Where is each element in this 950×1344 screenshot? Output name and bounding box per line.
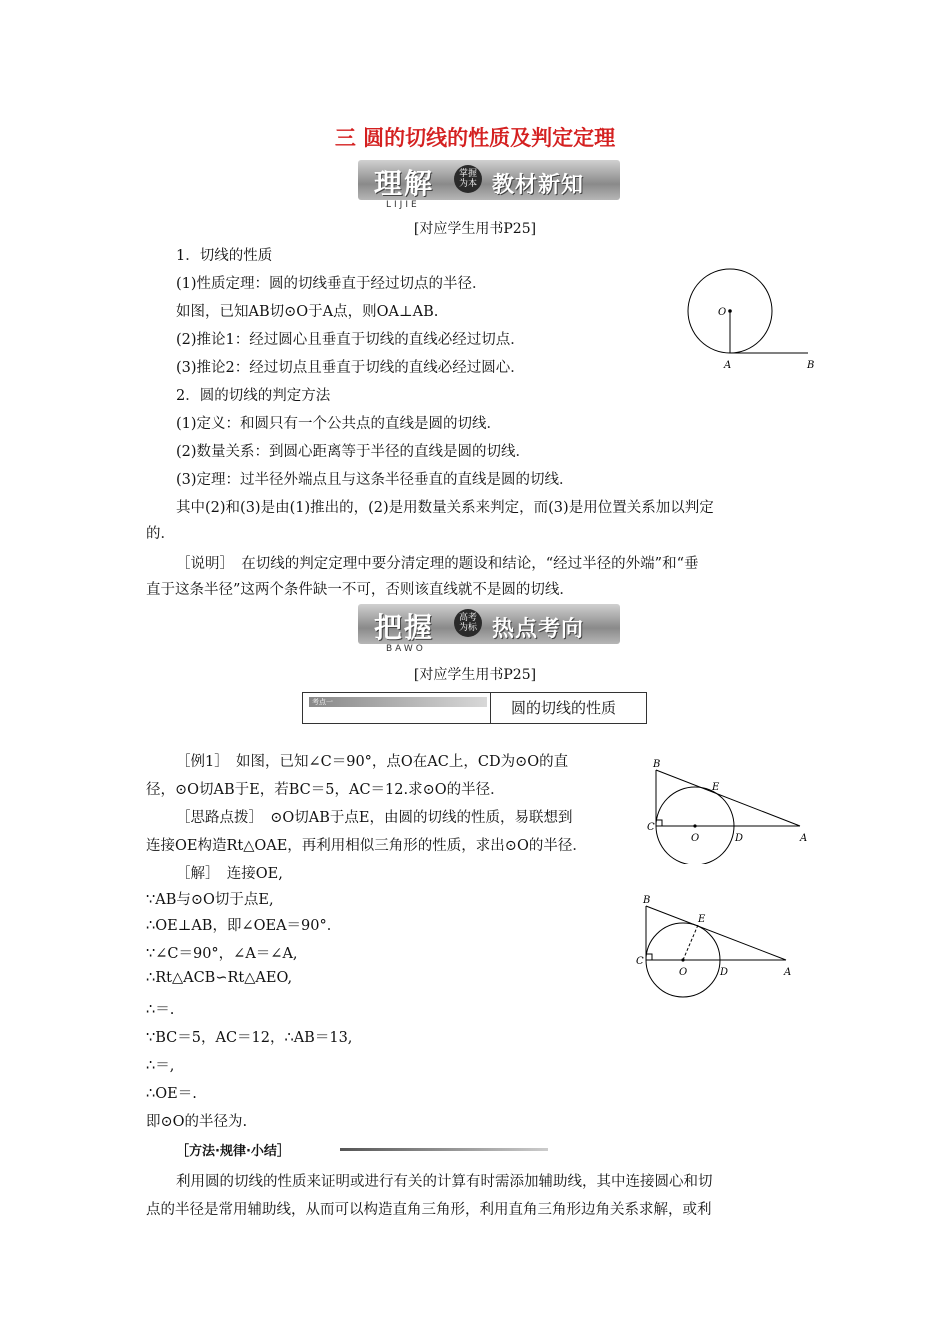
example-line: ［思路点拨］ ⊙O切AB于点E，由圆的切线的性质，易联想到 (176, 810, 573, 826)
solution-line: 即⊙O的半径为. (146, 1114, 248, 1130)
radius-oe-dashed (683, 925, 698, 960)
topic-tag: 考点一 (309, 697, 487, 707)
right-angle-mark (646, 954, 652, 960)
solution-line: ∵AB与⊙O切于点E, (146, 892, 274, 908)
label-b: B (643, 895, 651, 906)
banner-right-text: 教材新知 (492, 173, 585, 198)
paragraph: 其中(2)和(3)是由(1)推出的，(2)是用数量关系来判定，而(3)是用位置关系加以判定 (176, 500, 714, 516)
section-banner-master (358, 604, 620, 644)
banner-right-text: 热点考向 (492, 617, 585, 642)
section2-heading: 2．圆的切线的判定方法 (176, 388, 331, 404)
right-angle-mark (656, 820, 662, 826)
method-summary-title: ［方法·规律·小结］ (176, 1144, 290, 1159)
label-c: C (647, 822, 655, 833)
figure-tangent-circle (680, 268, 820, 378)
section2-item: (1)定义：和圆只有一个公共点的直线是圆的切线． (176, 416, 502, 432)
label-o: O (691, 833, 700, 844)
section2-item: (2)数量关系：到圆心距离等于半径的直线是圆的切线． (176, 444, 531, 460)
figure-example-triangle (640, 752, 815, 864)
label-d: D (720, 967, 729, 978)
solution-line: ∴OE⊥AB，即∠OEA＝90°． (146, 918, 342, 934)
topic-title: 圆的切线的性质 (511, 699, 617, 717)
topic-box (302, 692, 647, 724)
solution-line: ∴＝. (146, 1002, 175, 1018)
label-e: E (712, 782, 720, 793)
segment-ab (656, 770, 800, 826)
segment-ab (646, 906, 786, 960)
label-b: B (807, 360, 815, 371)
section1-heading: 1．切线的性质 (176, 248, 273, 264)
method-rule (340, 1148, 548, 1151)
note: 直于这条半径”这两个条件缺一不可，否则该直线就不是圆的切线． (146, 582, 574, 598)
label-a: A (724, 360, 732, 371)
label-b: B (653, 759, 661, 770)
banner-main-text: 理解 (374, 167, 435, 200)
label-o: O (718, 307, 727, 318)
solution-line: ［解］ 连接OE, (176, 866, 283, 882)
paragraph: 的． (146, 526, 175, 542)
banner-badge: 高考 为标 (454, 609, 482, 637)
label-c: C (636, 956, 644, 967)
section1-item: 如图，已知AB切⊙O于A点，则OA⊥AB. (176, 304, 439, 320)
page-title: 三 圆的切线的性质及判定定理 (334, 126, 616, 150)
solution-line: ∴＝, (146, 1058, 175, 1074)
label-a: A (784, 967, 792, 978)
method-paragraph: 利用圆的切线的性质来证明或进行有关的计算有时需添加辅助线，其中连接圆心和切 (176, 1174, 713, 1190)
topic-divider (490, 693, 491, 723)
method-paragraph: 点的半径是常用辅助线，从而可以构造直角三角形，利用直角三角形边角关系求解，或利 (146, 1202, 712, 1218)
note: ［说明］ 在切线的判定定理中要分清定理的题设和结论，“经过半径的外端”和“垂 (176, 556, 699, 572)
banner-subtitle: BAWO (386, 644, 426, 654)
solution-line: ∴OE＝. (146, 1086, 197, 1102)
section2-item: (3)定理：过半径外端点且与这条半径垂直的直线是圆的切线． (176, 472, 574, 488)
label-d: D (735, 833, 744, 844)
banner-main-text: 把握 (374, 611, 435, 644)
label-o: O (679, 967, 688, 978)
section1-item: (1)性质定理：圆的切线垂直于经过切点的半径． (176, 276, 487, 292)
example-line: 径，⊙O切AB于E，若BC＝5，AC＝12.求⊙O的半径． (146, 782, 505, 798)
label-e: E (698, 914, 706, 925)
solution-line: ∵BC＝5，AC＝12，∴AB＝13, (146, 1030, 353, 1046)
banner-subtitle: LIJIE (386, 200, 420, 210)
label-a: A (800, 833, 808, 844)
reference-note: [对应学生用书P25] (413, 221, 537, 237)
section1-item: (3)推论2：经过切点且垂直于切线的直线必经过圆心． (176, 360, 525, 376)
section1-item: (2)推论1：经过圆心且垂直于切线的直线必经过切点． (176, 332, 525, 348)
center-point (728, 309, 732, 313)
example-line: ［例1］ 如图，已知∠C＝90°，点O在AC上，CD为⊙O的直 (176, 754, 569, 770)
example-line: 连接OE构造Rt△OAE，再利用相似三角形的性质，求出⊙O的半径． (146, 838, 587, 854)
section-banner-understand (358, 160, 620, 200)
figure-solution-triangle (630, 888, 800, 1000)
banner-badge: 掌握 为本 (454, 165, 482, 193)
solution-line: ∴Rt△ACB∽Rt△AEO, (146, 970, 293, 986)
reference-note: [对应学生用书P25] (413, 667, 537, 683)
center-point (681, 958, 684, 961)
center-point (693, 824, 696, 827)
solution-line: ∵∠C＝90°，∠A＝∠A, (146, 946, 298, 962)
